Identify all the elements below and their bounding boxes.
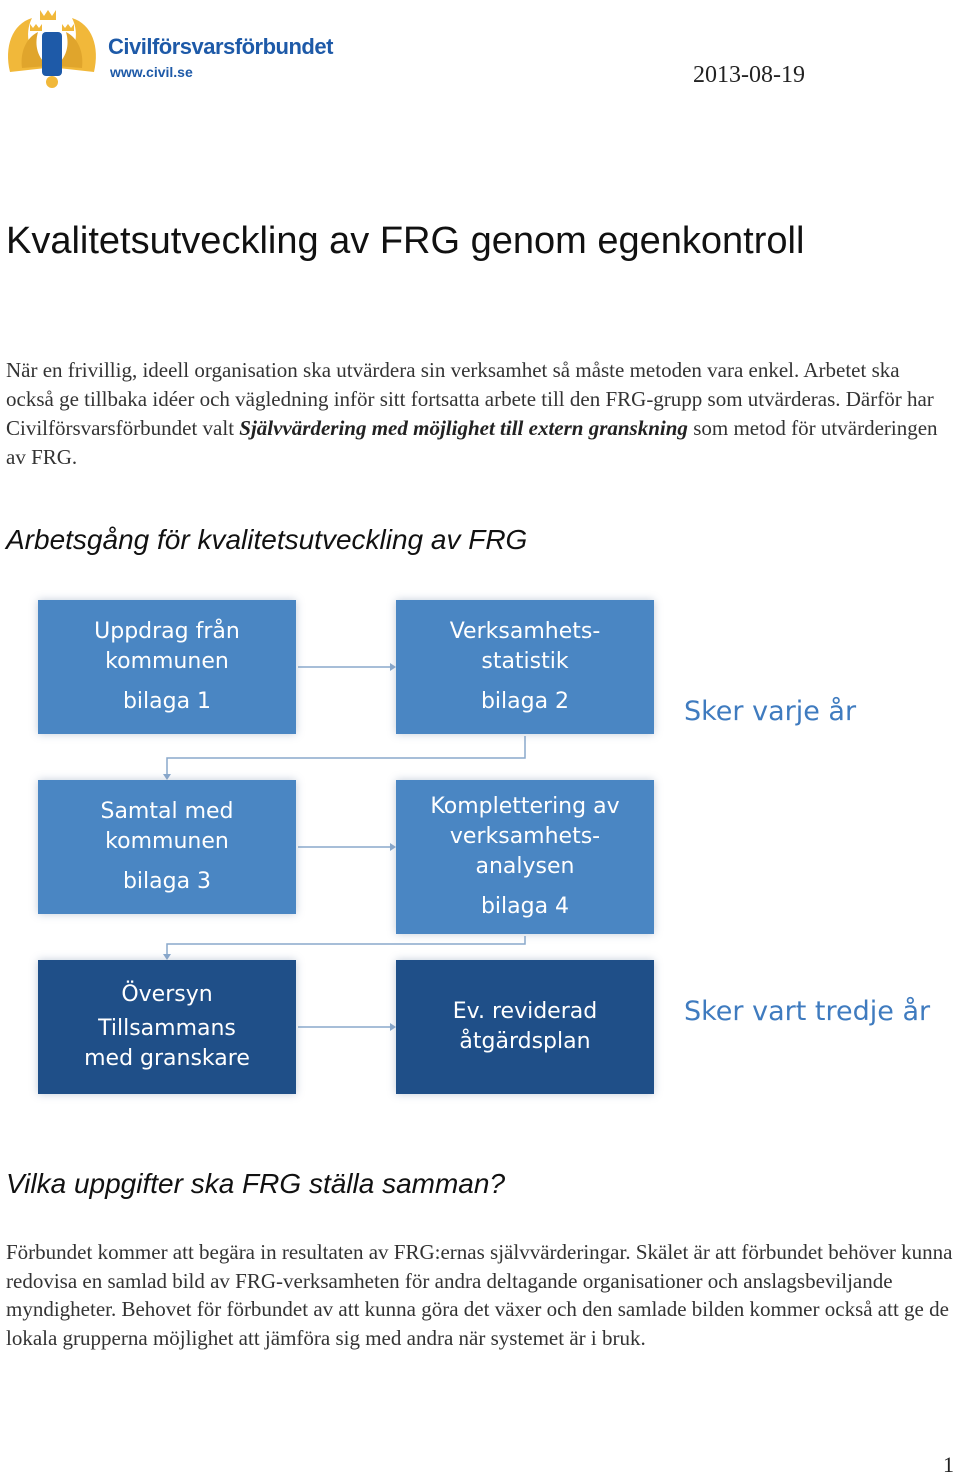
page-number: 1 bbox=[943, 1452, 954, 1477]
closing-paragraph: Förbundet kommer att begära in resultaten av FRG:ernas självvärderingar. Skälet är att förbundet behöver kunna redovisa en samlad bild av FRG-verksamheten för andra deltagande organisationer och anslagsbeviljande myndigheter. Behovet för förbundet av att kunna göra det växer och den samlade bilden kommer också att ge de lokala grupperna möjlighet att jämföra sig med andra när systemet är i bruk. bbox=[6, 1240, 953, 1350]
connector-arrow bbox=[167, 736, 525, 774]
connector-arrow bbox=[167, 936, 525, 954]
step-attachment: bilaga 2 bbox=[480, 689, 570, 714]
intro-text-before: När en frivillig, ideell organisation ska utvärdera sin verksamhet så måste metoden vara enkel. Arbetet ska också ge tillbaka idéer och vägledning inför sitt fortsatta arbete till den FRG-grupp som utvärderas. Därför har Civilförsvarsförbundet valt bbox=[6, 358, 934, 440]
document-date: 2013-08-19 bbox=[693, 62, 805, 88]
step-title: Komplettering av verksamhets- analysen bbox=[430, 794, 620, 879]
intro-emphasis: Självvärdering med möjlighet till extern granskning bbox=[239, 416, 688, 440]
logo-url: www.civil.se bbox=[110, 64, 193, 80]
intro-text-after: som metod för utvärderingen av FRG. bbox=[6, 416, 938, 469]
intro-paragraph bbox=[6, 356, 951, 472]
process-heading: Arbetsgång för kvalitetsutveckling av FRG bbox=[6, 524, 528, 555]
step-attachment: bilaga 1 bbox=[122, 689, 212, 714]
step-attachment: bilaga 3 bbox=[122, 869, 212, 894]
organization-logo bbox=[2, 2, 332, 92]
step-box-dialogue bbox=[38, 780, 296, 914]
process-diagram bbox=[30, 592, 960, 1102]
step-title: Översyn bbox=[121, 982, 213, 1007]
step-box-completion bbox=[396, 780, 654, 934]
step-title: Verksamhets- statistik bbox=[449, 619, 601, 674]
page-title: Kvalitetsutveckling av FRG genom egenkontroll bbox=[6, 220, 805, 262]
step-attachment: bilaga 4 bbox=[480, 894, 570, 919]
frequency-label-yearly: Sker varje år bbox=[684, 696, 857, 727]
logo-name: Civilförsvarsförbundet bbox=[108, 34, 333, 59]
step-box-assignment bbox=[38, 600, 296, 734]
step-box-action-plan bbox=[396, 960, 654, 1094]
step-box-statistics bbox=[396, 600, 654, 734]
step-title: Samtal med kommunen bbox=[100, 799, 234, 854]
step-detail: Tillsammans med granskare bbox=[84, 1016, 250, 1071]
step-box-review bbox=[38, 960, 296, 1094]
frequency-label-triennial: Sker vart tredje år bbox=[684, 996, 931, 1027]
step-title: Ev. reviderad åtgärdsplan bbox=[452, 999, 598, 1054]
questions-heading: Vilka uppgifter ska FRG ställa samman? bbox=[6, 1168, 506, 1199]
step-title: Uppdrag från kommunen bbox=[94, 619, 240, 674]
